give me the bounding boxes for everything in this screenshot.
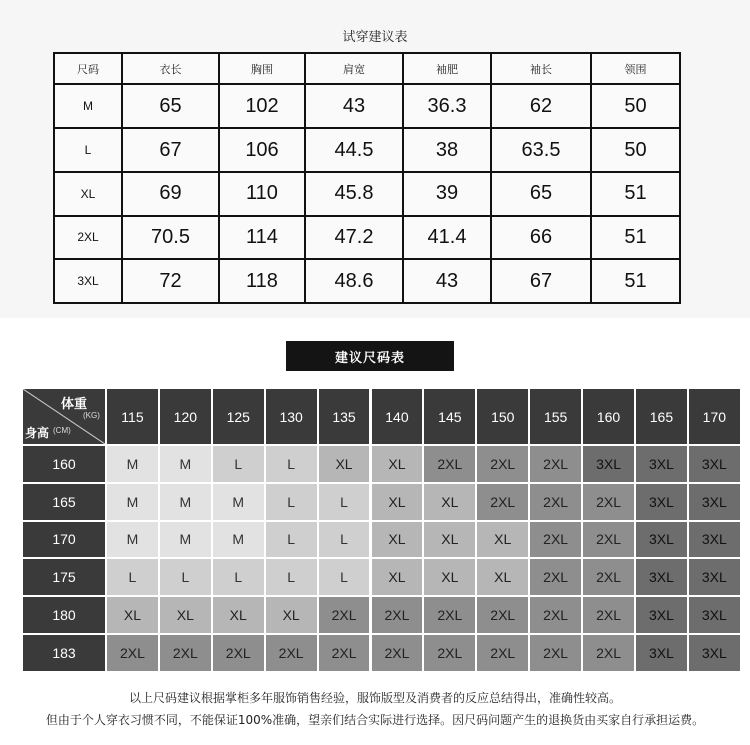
fit-table-value-cell: 51 [591, 216, 680, 260]
size-cell: M [160, 522, 211, 558]
size-cell: 2XL [424, 597, 475, 633]
weight-header-cell: 125 [213, 389, 264, 444]
fit-table [53, 52, 681, 304]
fit-table-header-cell: 领围 [591, 53, 680, 84]
fit-table-header-cell: 胸围 [219, 53, 305, 84]
size-cell: 2XL [213, 635, 264, 671]
fit-table-size-cell: M [54, 84, 122, 128]
fit-table-value-cell: 69 [122, 172, 219, 216]
size-cell: 2XL [160, 635, 211, 671]
size-cell: L [319, 522, 370, 558]
size-cell: 2XL [477, 484, 528, 520]
size-chart-grid [23, 389, 740, 667]
size-cell: L [213, 559, 264, 595]
size-cell: XL [266, 597, 317, 633]
size-cell: 3XL [689, 635, 740, 671]
note-line-2: 但由于个人穿衣习惯不同，不能保证100%准确，望亲们结合实际进行选择。因尺码问题产生的退换货由买家自行承担运费。 [45, 713, 705, 727]
note-line-1: 以上尺码建议根据掌柜多年服饰销售经验，服饰版型及消费者的反应总结得出，准确性较高。 [128, 691, 621, 705]
size-cell: XL [424, 522, 475, 558]
size-cell: XL [477, 522, 528, 558]
fit-table-value-cell: 65 [122, 84, 219, 128]
weight-header-cell: 135 [319, 389, 370, 444]
size-cell: 2XL [583, 484, 634, 520]
size-cell: 2XL [583, 597, 634, 633]
fit-table-value-cell: 43 [305, 84, 403, 128]
size-cell: 3XL [636, 559, 687, 595]
size-cell: 3XL [636, 597, 687, 633]
size-cell: 3XL [636, 484, 687, 520]
size-cell: XL [372, 522, 423, 558]
fit-table-value-cell: 67 [491, 259, 591, 303]
fit-table-header-cell: 袖肥 [403, 53, 491, 84]
height-header-cell: 180 [23, 597, 105, 633]
size-cell: L [319, 559, 370, 595]
weight-header-cell: 150 [477, 389, 528, 444]
fit-table-title: 试穿建议表 [342, 30, 408, 45]
size-cell: 2XL [530, 559, 581, 595]
weight-header-cell: 140 [372, 389, 423, 444]
size-cell: L [319, 484, 370, 520]
size-cell: 2XL [477, 597, 528, 633]
size-cell: 2XL [372, 597, 423, 633]
fit-table-value-cell: 47.2 [305, 216, 403, 260]
size-cell: M [107, 446, 158, 482]
size-cell: 2XL [266, 635, 317, 671]
fit-table-row [54, 259, 680, 303]
size-cell: 2XL [424, 446, 475, 482]
size-cell: M [213, 484, 264, 520]
size-cell: M [160, 446, 211, 482]
weight-unit: (KG) [83, 411, 100, 420]
size-cell: 2XL [530, 635, 581, 671]
size-cell: L [266, 484, 317, 520]
size-cell: XL [372, 559, 423, 595]
height-header-cell: 175 [23, 559, 105, 595]
fit-table-row [54, 172, 680, 216]
weight-header-cell: 170 [689, 389, 740, 444]
fit-table-header-cell: 衣长 [122, 53, 219, 84]
fit-table-row [54, 84, 680, 128]
size-cell: L [213, 446, 264, 482]
size-cell: XL [424, 559, 475, 595]
fit-table-value-cell: 66 [491, 216, 591, 260]
fit-table-row [54, 128, 680, 172]
size-cell: XL [424, 484, 475, 520]
size-cell: 2XL [319, 597, 370, 633]
fit-table-value-cell: 63.5 [491, 128, 591, 172]
fit-table-value-cell: 51 [591, 172, 680, 216]
size-cell: 3XL [689, 522, 740, 558]
weight-label: 体重 [61, 397, 88, 412]
size-cell: 3XL [636, 446, 687, 482]
grid-corner-header [23, 389, 105, 444]
fit-table-value-cell: 72 [122, 259, 219, 303]
fit-table-value-cell: 48.6 [305, 259, 403, 303]
size-cell: XL [107, 597, 158, 633]
weight-header-cell: 115 [107, 389, 158, 444]
fit-table-value-cell: 114 [219, 216, 305, 260]
fit-table-value-cell: 50 [591, 84, 680, 128]
size-cell: 3XL [636, 635, 687, 671]
fit-table-value-cell: 106 [219, 128, 305, 172]
size-cell: 2XL [424, 635, 475, 671]
size-cell: 2XL [477, 635, 528, 671]
size-cell: 3XL [583, 446, 634, 482]
size-cell: L [107, 559, 158, 595]
weight-header-cell: 130 [266, 389, 317, 444]
fit-table-value-cell: 41.4 [403, 216, 491, 260]
fit-table-value-cell: 45.8 [305, 172, 403, 216]
fit-table-value-cell: 67 [122, 128, 219, 172]
size-cell: M [160, 484, 211, 520]
fit-table-value-cell: 51 [591, 259, 680, 303]
fit-table-value-cell: 110 [219, 172, 305, 216]
height-header-cell: 165 [23, 484, 105, 520]
height-header-cell: 170 [23, 522, 105, 558]
height-header-cell: 160 [23, 446, 105, 482]
size-cell: M [107, 522, 158, 558]
fit-table-size-cell: XL [54, 172, 122, 216]
size-cell: XL [213, 597, 264, 633]
fit-table-value-cell: 65 [491, 172, 591, 216]
size-cell: 2XL [583, 559, 634, 595]
fit-table-value-cell: 44.5 [305, 128, 403, 172]
size-cell: XL [372, 446, 423, 482]
fit-table-header-cell: 肩宽 [305, 53, 403, 84]
fit-table-value-cell: 50 [591, 128, 680, 172]
size-cell: XL [160, 597, 211, 633]
fit-table-value-cell: 43 [403, 259, 491, 303]
fit-table-row [54, 216, 680, 260]
size-cell: XL [319, 446, 370, 482]
size-cell: L [266, 446, 317, 482]
size-cell: M [107, 484, 158, 520]
size-cell: 2XL [372, 635, 423, 671]
size-cell: 2XL [530, 446, 581, 482]
size-cell: M [213, 522, 264, 558]
fit-table-size-cell: L [54, 128, 122, 172]
size-cell: XL [372, 484, 423, 520]
height-header-cell: 183 [23, 635, 105, 671]
fit-table-value-cell: 70.5 [122, 216, 219, 260]
fit-table-value-cell: 118 [219, 259, 305, 303]
fit-table-size-cell: 2XL [54, 216, 122, 260]
size-cell: 2XL [477, 446, 528, 482]
weight-header-cell: 120 [160, 389, 211, 444]
size-cell: 2XL [583, 635, 634, 671]
weight-header-cell: 165 [636, 389, 687, 444]
size-cell: 2XL [530, 484, 581, 520]
fit-table-value-cell: 39 [403, 172, 491, 216]
fit-table-header-row [54, 53, 680, 84]
fit-table-size-cell: 3XL [54, 259, 122, 303]
fit-table-header-cell: 尺码 [54, 53, 122, 84]
weight-header-cell: 145 [424, 389, 475, 444]
size-cell: 3XL [689, 559, 740, 595]
size-cell: 3XL [689, 446, 740, 482]
weight-header-cell: 160 [583, 389, 634, 444]
fit-table-value-cell: 38 [403, 128, 491, 172]
size-cell: 2XL [530, 597, 581, 633]
size-cell: 2XL [107, 635, 158, 671]
size-chart-title: 建议尺码表 [286, 341, 454, 371]
size-cell: 3XL [689, 484, 740, 520]
fit-table-value-cell: 36.3 [403, 84, 491, 128]
fit-table-header-cell: 袖长 [491, 53, 591, 84]
height-label: 身高 [25, 426, 50, 440]
size-cell: 2XL [530, 522, 581, 558]
size-cell: L [160, 559, 211, 595]
weight-header-cell: 155 [530, 389, 581, 444]
size-cell: 3XL [636, 522, 687, 558]
size-cell: XL [477, 559, 528, 595]
size-cell: 2XL [319, 635, 370, 671]
fit-table-value-cell: 102 [219, 84, 305, 128]
size-cell: L [266, 559, 317, 595]
size-cell: 3XL [689, 597, 740, 633]
height-unit: (CM) [53, 426, 71, 435]
size-cell: 2XL [583, 522, 634, 558]
fit-table-value-cell: 62 [491, 84, 591, 128]
size-cell: L [266, 522, 317, 558]
